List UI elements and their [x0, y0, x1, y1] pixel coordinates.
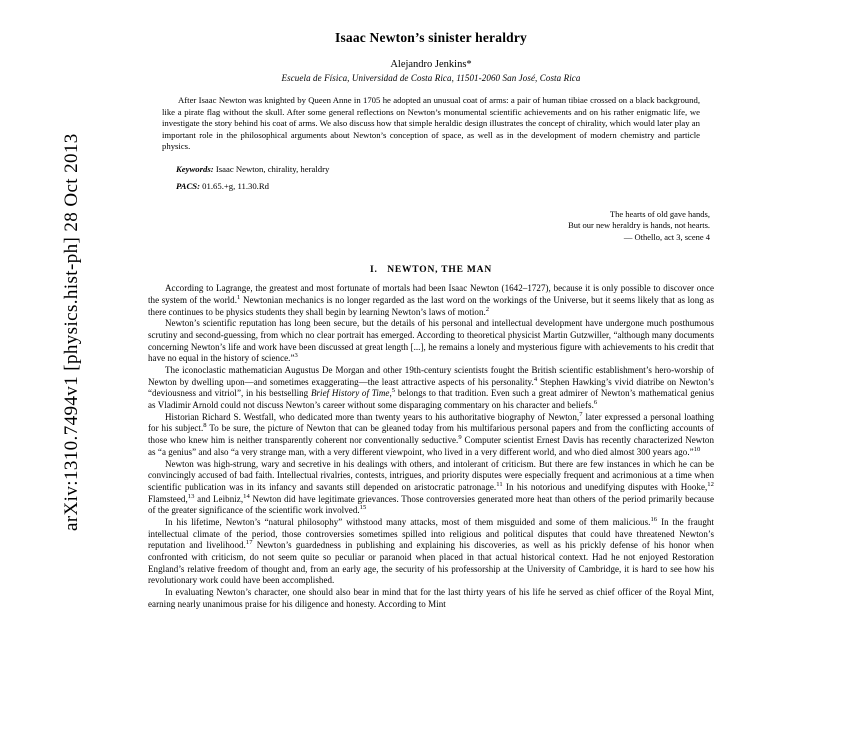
pacs-value: 01.65.+g, 11.30.Rd: [202, 180, 269, 191]
section-number: I.: [369, 265, 378, 276]
body-paragraph: The iconoclastic mathematician Augustus De Morgan and other 19th-century scientists fought the British scientific establishment’s hero-worship of Newton by dwelling upon—and sometimes exaggerating—the least attractive aspects of his personality.$^4$ Stephen Hawking’s vivid diatribe on Newton’s “deviousness and vitriol”, in his bestselling Brief History of Time,$^5$ belongs to that tradition. Even such a great admirer of Newton’s mathematical genius as Vladimir Arnold could not discuss Newton’s career without some disparaging commentary on his character and beliefs.$^6$: [148, 365, 714, 411]
keywords-value: Isaac Newton, chirality, heraldry: [215, 163, 330, 174]
arxiv-identifier-stamp: arXiv:1310.7494v1 [physics.hist-ph] 28 Oct 2013: [61, 133, 82, 531]
body-paragraph: Newton was high-strung, wary and secretive in his dealings with others, and intolerant of criticism. But there are few instances in which he can be convincingly accused of bad faith. Intellectual rivalries, contests, intrigues, and priority disputes were especially frequent and acrimonious at a time when scientific publication was in its infancy and savants still depended on aristocratic patronage.$^{11}$ In his notorious and unedifying disputes with Hooke,$^{12}$ Flamsteed,$^{13}$ and Leibniz,$^{14}$ Newton did have legitimate grievances. Those controversies generated more heat than others of the period primarily because of the greater significance of the scientific work involved.$^{15}$: [148, 458, 714, 516]
epigraph: [148, 209, 710, 243]
pacs-label: PACS:: [176, 180, 200, 191]
keywords-label: Keywords:: [176, 163, 214, 174]
epigraph-line-2: But our new heraldry is hands, not hearts.: [568, 220, 710, 231]
body-paragraph: In his lifetime, Newton’s “natural philosophy” withstood many attacks, most of them misguided and some of them malicious.$^{16}$ In the fraught intellectual climate of the period, those controversies sometimes spilled into religious and political disputes that could have threatened Newton’s reputation and livelihood.$^{17}$ Newton’s guardedness in publishing and explaining his discoveries, as well as his prickly defense of his honor when confronted with criticism, do not seem quite so peculiar or paranoid when placed in that actual historical context. Had he not enjoyed Restoration England’s relative freedom of thought and, from an early age, the security of his professorship at the University of Cambridge, it is hard to see how his revolutionary work could have been accomplished.: [148, 515, 714, 586]
body-paragraph: Newton’s scientific reputation has long been secure, but the details of his personal and intellectual development have undergone much posthumous scrutiny and second-guessing, from which no clear portrait has emerged. According to theoretical physicist Martin Gutzwiller, “although many documents concerning Newton’s life and work have been discussed at great length [...], he remains a lonely and mysterious figure with achievements to his credit that have no equal in the history of science.”$^3$: [148, 318, 714, 364]
author-name: Alejandro Jenkins*: [390, 59, 472, 70]
body-paragraph: Historian Richard S. Westfall, who dedicated more than twenty years to his authoritative biography of Newton,$^7$ later expressed a personal loathing for his subject.$^8$ To be sure, the picture of Newton that can be gleaned today from his multifarious personal papers and from the conflicting accounts of those who knew him is neither transparently coherent nor conventionally seductive.$^9$ Computer scientist Ernest Davis has recently characterized Newton as “a genius” and also “a very strange man, with a very different viewpoint, who lived in a very different world, and who died almost 300 years ago.”$^{10}$: [148, 410, 714, 457]
epigraph-attribution: — Othello, act 3, scene 4: [623, 231, 710, 242]
page-title: Isaac Newton’s sinister heraldry: [334, 30, 527, 45]
section-heading: [148, 265, 714, 275]
author-affiliation: Escuela de Física, Universidad de Costa Rica, 11501-2060 San José, Costa Rica: [281, 73, 581, 83]
body-paragraphs: [148, 283, 714, 610]
section-title: NEWTON, THE MAN: [387, 265, 493, 276]
epigraph-line-1: The hearts of old gave hands,: [609, 208, 710, 219]
paper-content: [148, 30, 714, 610]
abstract-text: After Isaac Newton was knighted by Queen Anne in 1705 he adopted an unusual coat of arms: a pair of human tibiae crossed on a black background, like a pirate flag without the skull. After some general reflections on Newton’s monumental scientific achievements and on his rather enigmatic life, we investigate the story behind his coat of arms. We also discuss how that simple heraldic design illustrates the concept of chirality, which would later play an important role in the philosophical arguments about Newton’s conception of space, as well as in the development of modern chemistry and particle physics.: [162, 95, 700, 152]
body-paragraph: According to Lagrange, the greatest and most fortunate of mortals had been Isaac Newton (1642–1727), because it is only possible to discover once the system of the world.$^1$ Newtonian mechanics is no longer regarded as the last word on the workings of the Universe, but it seems likely that as long as there continues to be physics students they shall begin by learning Newton’s laws of motion.$^2$: [148, 283, 714, 317]
body-paragraph: In evaluating Newton’s character, one should also bear in mind that for the last thirty years of his life he served as chief officer of the Royal Mint, earning nearly unanimous praise for his diligence and honesty. According to Mint: [148, 587, 714, 609]
keywords-line: [162, 164, 700, 174]
pacs-line: [162, 181, 700, 191]
